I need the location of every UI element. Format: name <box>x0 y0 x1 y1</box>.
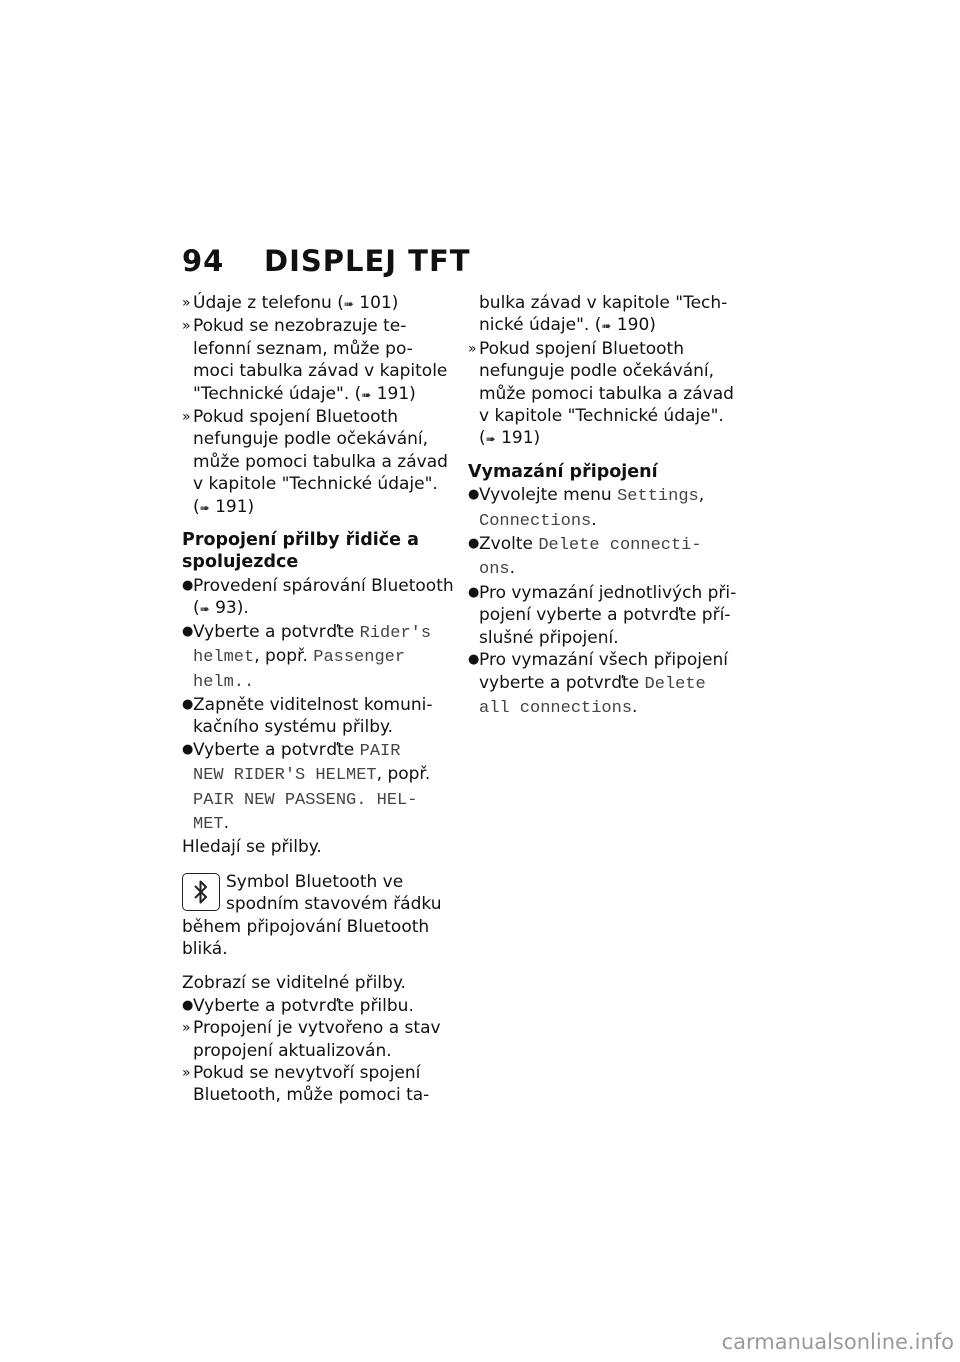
note-text: Symbol Bluetooth ve <box>226 871 404 892</box>
list-marker: » <box>182 1020 191 1037</box>
arrow-ref-icon: ➠ <box>361 387 372 402</box>
item-text: propojení aktualizován. <box>193 1040 392 1061</box>
menu-term: PAIR NEW PASSENG. HEL- <box>193 790 418 810</box>
menu-term: all connections <box>479 698 633 718</box>
item-text: v kapitole "Technické údaje". <box>193 474 438 495</box>
item-text: Vyvolejte menu <box>479 485 618 506</box>
item-text: ( <box>479 428 486 449</box>
list-item <box>182 292 454 315</box>
item-text: Provedení spárování Bluetooth <box>193 575 454 596</box>
note-text: během připojování Bluetooth <box>182 916 430 937</box>
item-text: , popř. <box>254 646 314 667</box>
page-ref: 191) <box>495 428 541 449</box>
list-item <box>468 582 740 649</box>
item-text: nické údaje". ( <box>479 315 602 336</box>
arrow-ref-icon: ➠ <box>601 319 612 334</box>
menu-term: MET <box>193 814 224 834</box>
list-marker: » <box>182 1065 191 1081</box>
item-text: nefunguje podle očekávání, <box>479 361 715 382</box>
list-item <box>468 338 740 451</box>
list-marker: ● <box>182 997 194 1013</box>
list-marker: ● <box>468 584 480 600</box>
item-text: slušné připojení. <box>479 627 619 648</box>
item-text: "Technické údaje". ( <box>193 383 362 404</box>
list-item <box>182 694 454 739</box>
item-text: pojení vyberte a potvrďte pří- <box>479 605 731 626</box>
list-item <box>182 315 454 406</box>
list-marker: » <box>182 409 191 426</box>
item-text: Zvolte <box>479 534 539 555</box>
page-ref: 101) <box>353 293 399 313</box>
item-text: Údaje z telefonu ( <box>193 293 344 313</box>
item-text: . <box>591 509 597 530</box>
list-item-continued <box>468 292 740 338</box>
item-text: bulka závad v kapitole "Tech- <box>479 293 728 313</box>
item-text: lefonní seznam, může po- <box>193 338 413 359</box>
menu-term: Passenger <box>313 648 406 668</box>
item-text: ( <box>193 496 200 517</box>
menu-term: PAIR <box>359 741 401 761</box>
item-text: Zapněte viditelnost komuni- <box>193 694 433 715</box>
item-text: v kapitole "Technické údaje". <box>479 406 724 427</box>
arrow-ref-icon: ➠ <box>199 500 210 515</box>
list-marker: ● <box>182 577 194 593</box>
item-text: může pomoci tabulka a závad <box>193 451 448 472</box>
item-text: Bluetooth, může pomoci ta- <box>193 1085 430 1106</box>
item-text: kačního systému přilby. <box>193 717 394 738</box>
left-column <box>182 292 454 1107</box>
list-marker: ● <box>182 696 194 712</box>
item-text: může pomoci tabulka a závad <box>479 383 734 404</box>
list-item <box>182 575 454 621</box>
bluetooth-icon <box>182 873 220 911</box>
list-marker: » <box>468 340 477 357</box>
list-item <box>182 739 454 837</box>
item-text: Pro vymazání všech připojení <box>479 650 728 671</box>
list-marker: ● <box>468 652 480 668</box>
list-item <box>182 406 454 519</box>
heading-line: Propojení přilby řidiče a <box>182 530 419 551</box>
menu-term: ons <box>479 560 510 580</box>
page-title: DISPLEJ TFT <box>264 244 471 278</box>
arrow-ref-icon: ➠ <box>199 602 210 617</box>
status-text: Hledají se přilby. <box>182 837 322 858</box>
page-ref: 191) <box>209 496 255 517</box>
item-text: Propojení je vytvořeno a stav <box>193 1018 441 1039</box>
list-item <box>468 533 740 582</box>
item-text: nefunguje podle očekávání, <box>193 429 429 450</box>
item-text: Pro vymazání jednotlivých při- <box>479 582 737 603</box>
note-text: spodním stavovém řádku <box>226 894 442 915</box>
list-marker: » <box>182 318 191 335</box>
item-text: Vyberte a potvrďte <box>193 739 360 760</box>
item-text: Vyberte a potvrďte <box>193 621 360 642</box>
list-item <box>182 995 454 1017</box>
item-text: ( <box>193 598 200 619</box>
page-number: 94 <box>182 244 225 278</box>
item-text: . <box>223 812 230 833</box>
list-marker: ● <box>182 741 194 757</box>
item-text: . <box>509 558 516 579</box>
item-text: vyberte a potvrďte <box>479 672 645 693</box>
menu-term: Settings <box>617 487 699 507</box>
menu-term: Connections <box>479 511 592 531</box>
list-item <box>182 1062 454 1107</box>
item-text: Pokud spojení Bluetooth <box>479 338 684 359</box>
item-text: Pokud se nevytvoří spojení <box>193 1063 421 1083</box>
item-text: Vyberte a potvrďte přilbu. <box>193 995 414 1016</box>
item-text: , popř. <box>376 764 431 785</box>
item-text: , <box>698 485 705 506</box>
page-header <box>182 243 471 279</box>
heading-line: spolujezdce <box>182 552 299 573</box>
status-text: Zobrazí se viditelné přilby. <box>182 973 406 994</box>
menu-term: Delete <box>644 674 706 694</box>
list-item <box>468 649 740 720</box>
item-text: moci tabulka závad v kapitole <box>193 361 448 382</box>
menu-term: NEW RIDER'S HELMET <box>193 766 377 786</box>
page-ref: 93). <box>209 598 249 619</box>
list-item <box>468 484 740 533</box>
item-text: Pokud se nezobrazuje te- <box>193 316 407 337</box>
list-marker: ● <box>468 487 480 503</box>
page-ref: 190) <box>611 315 656 336</box>
section-heading: Vymazání připojení <box>468 461 658 482</box>
list-marker: » <box>182 295 191 311</box>
item-text: Pokud spojení Bluetooth <box>193 407 398 428</box>
bluetooth-note <box>182 871 454 916</box>
watermark: carmanualsonline.info <box>721 1330 954 1354</box>
list-item <box>182 621 454 694</box>
list-marker: ● <box>182 623 194 639</box>
note-text: bliká. <box>182 938 228 959</box>
list-marker: ● <box>468 536 480 552</box>
menu-term: helmet <box>193 648 255 668</box>
menu-term: helm.. <box>193 672 255 692</box>
arrow-ref-icon: ➠ <box>343 297 354 311</box>
page-ref: 191) <box>371 383 416 404</box>
right-column <box>468 292 740 720</box>
arrow-ref-icon: ➠ <box>485 432 496 447</box>
menu-term: Delete connecti- <box>538 536 702 556</box>
item-text: . <box>632 696 638 717</box>
menu-term: Rider's <box>359 623 432 643</box>
list-item <box>182 1017 454 1062</box>
section-heading <box>182 529 454 574</box>
